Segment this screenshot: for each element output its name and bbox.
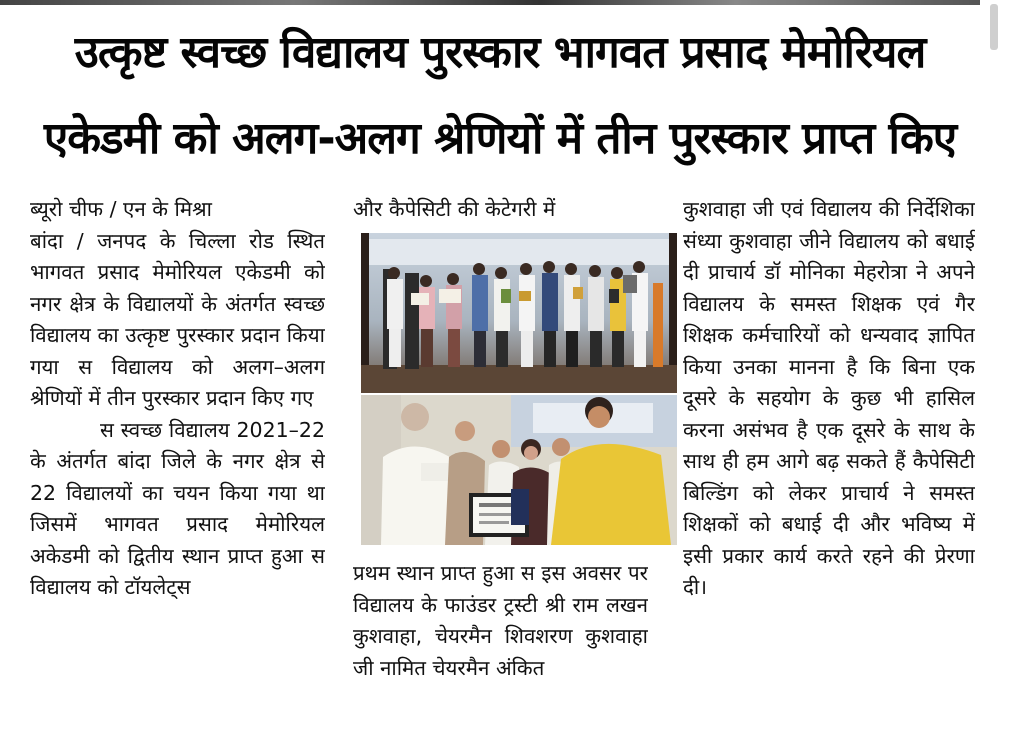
headline-line-2: एकेडमी को अलग-अलग श्रेणियों में तीन पुरस्कार प्राप्त किए — [43, 113, 957, 164]
article-column-1 — [30, 194, 325, 722]
article-paragraph: बांदा / जनपद के चिल्ला रोड स्थित भागवत प्रसाद मेमोरियल एकेडमी को नगर क्षेत्र के विद्यालयों के अंतर्गत स्वच्छ विद्यालय का उत्कृष्ट पुरस्कार प्रदान किया गया स विद्यालय को अलग–अलग श्रेणियों में तीन पुरस्कार प्रदान किए गए — [30, 228, 325, 410]
award-group-photo-icon — [361, 233, 677, 393]
award-group-photo — [361, 233, 677, 393]
article-paragraph: स स्वच्छ विद्यालय 2021–22 के अंतर्गत बांदा जिले के नगर क्षेत्र से 22 विद्यालयों का चयन किया गया था जिसमें भागवत प्रसाद मेमोरियल अकेडमी को द्वितीय स्थान प्राप्त हुआ स विद्यालय को टॉयलेट्स — [30, 417, 325, 599]
article-paragraph: प्रथम स्थान प्राप्त हुआ स इस अवसर पर विद्यालय के फाउंडर ट्रस्टी श्री राम लखन कुशवाहा, चेयरमैन शिवशरण कुशवाहा जी नामित चेयरमैन अंकित — [353, 561, 648, 680]
article-paragraph: कुशवाहा जी एवं विद्यालय की निर्देशिका संध्या कुशवाहा जीने विद्यालय को बधाई दी प्राचार्य डॉ मोनिका मेहरोत्रा ने अपने विद्यालय के समस्त शिक्षक एवं गैर शिक्षक कर्मचारियों को धन्यवाद ज्ञापित किया उनका मानना है कि बिना एक दूसरे के सहयोग के कुछ भी हासिल करना असंभव है एक दूसरे के साथ के साथ ही हम आगे बढ़ सकते हैं कैपेसिटी बिल्डिंग को लेकर प्राचार्य ने समस्त शिक्षकों को बधाई दी और भविष्य में इसी प्रकार कार्य करते रहने की प्रेरणा दी। — [683, 197, 975, 599]
certificate-handover-photo — [361, 395, 677, 545]
top-edge-strip — [0, 0, 980, 5]
headline-line-1: उत्कृष्ट स्वच्छ विद्यालय पुरस्कार भागवत प्रसाद मेमोरियल — [74, 27, 926, 78]
article-paragraph: और कैपेसिटी की केटेगरी में — [353, 197, 556, 221]
article-column-3 — [683, 194, 975, 722]
byline: ब्यूरो चीफ / एन के मिश्रा — [30, 197, 212, 221]
scrollbar-thumb[interactable] — [990, 4, 998, 50]
certificate-handover-photo-icon — [361, 395, 677, 545]
